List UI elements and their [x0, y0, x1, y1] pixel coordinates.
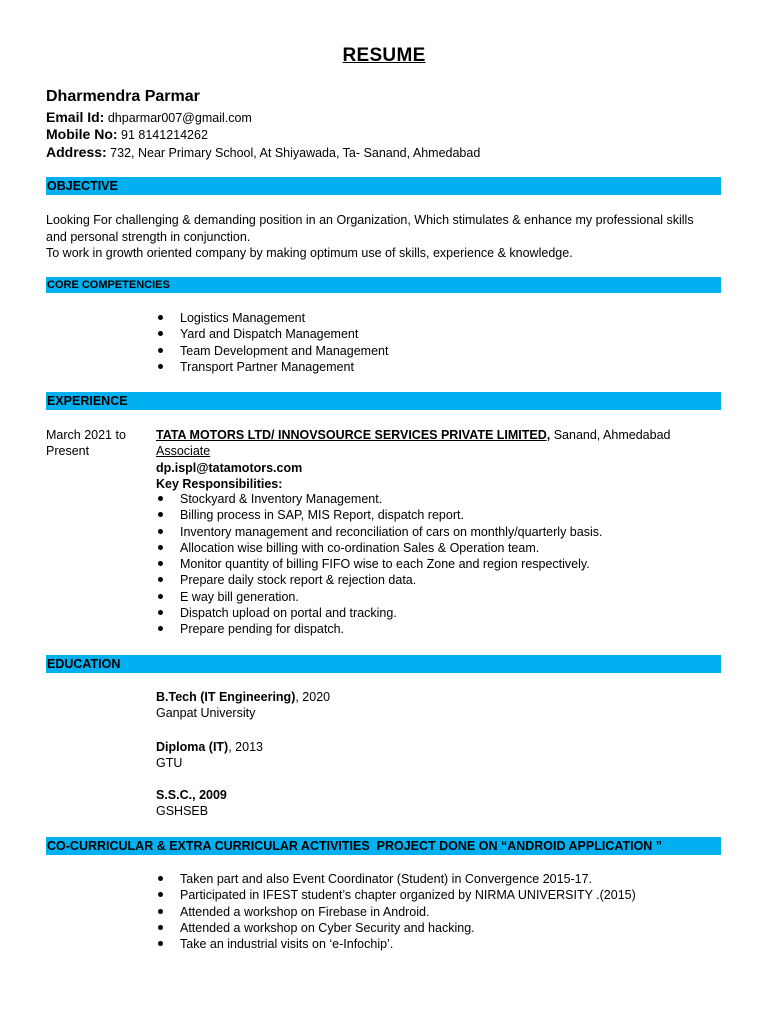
list-item: Yard and Dispatch Management: [156, 326, 388, 342]
list-item: Prepare pending for dispatch.: [156, 621, 602, 637]
institution: GTU: [156, 756, 183, 771]
company-name: TATA MOTORS LTD/ INNOVSOURCE SERVICES PRIVATE LIMITED,: [156, 428, 551, 442]
address-line: [46, 144, 480, 160]
competencies-heading: CORE COMPETENCIES: [46, 277, 721, 293]
email-value: dhparmar007@gmail.com: [104, 111, 252, 125]
experience-dates: [46, 427, 146, 460]
list-item: Team Development and Management: [156, 343, 388, 359]
email-line: [46, 109, 252, 125]
company-location: Sanand, Ahmedabad: [550, 428, 671, 442]
institution: Ganpat University: [156, 706, 256, 721]
mobile-label: Mobile No:: [46, 126, 118, 142]
degree: B.Tech (IT Engineering): [156, 690, 296, 704]
list-item: Inventory management and reconciliation of cars on monthly/quarterly basis.: [156, 524, 602, 540]
address-label: Address:: [46, 144, 107, 160]
education-entry: [156, 739, 263, 772]
list-item: Prepare daily stock report & rejection data.: [156, 572, 602, 588]
address-value: 732, Near Primary School, At Shiyawada, Ta- Sanand, Ahmedabad: [106, 146, 481, 160]
degree-year: , 2020: [295, 690, 331, 704]
list-item: Take an industrial visits on ‘e-Infochip’.: [156, 936, 636, 952]
objective-text: [46, 212, 736, 262]
responsibilities-label: Key Responsibilities:: [156, 476, 283, 491]
education-entry: [156, 787, 227, 820]
mobile-line: [46, 126, 208, 142]
activities-list: [156, 871, 636, 952]
education-heading: EDUCATION: [46, 655, 721, 673]
list-item: Logistics Management: [156, 310, 388, 326]
date-line: March 2021 to: [46, 428, 126, 442]
mobile-value: 91 8141214262: [117, 128, 208, 142]
responsibilities-list: [156, 491, 602, 638]
objective-line: Looking For challenging & demanding position in an Organization, Which stimulates & enhance my professional skills: [46, 213, 694, 227]
objective-line: and personal strength in conjunction.: [46, 229, 251, 244]
experience-entry: [156, 427, 670, 492]
candidate-name: Dharmendra Parmar: [46, 88, 200, 105]
degree: Diploma (IT): [156, 740, 229, 754]
resume-title: RESUME: [342, 45, 426, 66]
objective-heading: OBJECTIVE: [46, 177, 721, 195]
list-item: Billing process in SAP, MIS Report, dispatch report.: [156, 507, 602, 523]
list-item: Monitor quantity of billing FIFO wise to each Zone and region respectively.: [156, 556, 602, 572]
degree-year: , 2013: [228, 740, 263, 754]
email-label: Email Id:: [46, 109, 105, 125]
education-entry: [156, 689, 330, 722]
list-item: E way bill generation.: [156, 589, 602, 605]
work-email: dp.ispl@tatamotors.com: [156, 460, 303, 475]
list-item: Stockyard & Inventory Management.: [156, 491, 602, 507]
experience-heading: EXPERIENCE: [46, 392, 721, 410]
date-line: Present: [46, 444, 90, 459]
list-item: Taken part and also Event Coordinator (Student) in Convergence 2015-17.: [156, 871, 636, 887]
list-item: Participated in IFEST student’s chapter organized by NIRMA UNIVERSITY .(2015): [156, 887, 636, 903]
list-item: Attended a workshop on Firebase in Android.: [156, 904, 636, 920]
list-item: Transport Partner Management: [156, 359, 388, 375]
institution: GSHSEB: [156, 804, 209, 819]
list-item: Allocation wise billing with co-ordination Sales & Operation team.: [156, 540, 602, 556]
activities-heading: CO-CURRICULAR & EXTRA CURRICULAR ACTIVITIES PROJECT DONE ON “ANDROID APPLICATION ”: [46, 837, 721, 855]
objective-line: To work in growth oriented company by making optimum use of skills, experience & knowledge.: [46, 246, 573, 260]
job-role: Associate: [156, 444, 211, 459]
competencies-list: [156, 310, 388, 375]
list-item: Attended a workshop on Cyber Security and hacking.: [156, 920, 636, 936]
degree: S.S.C., 2009: [156, 788, 227, 802]
list-item: Dispatch upload on portal and tracking.: [156, 605, 602, 621]
